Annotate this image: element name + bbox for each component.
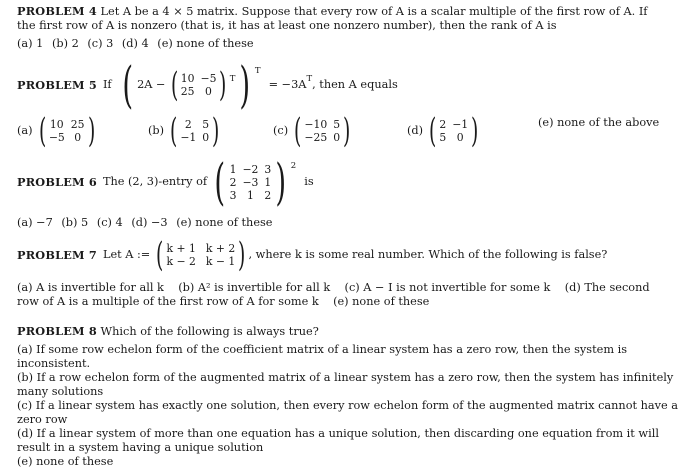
matrix-cell: −5 — [48, 131, 65, 144]
matrix-cell: 3 — [229, 188, 237, 202]
problem-4-options — [17, 37, 685, 51]
problem-6-option-d: (d) −3 — [131, 216, 168, 229]
problem-4-option-c: (c) 3 — [87, 37, 114, 50]
problem-5-heading: PROBLEM 5 — [17, 78, 97, 92]
matrix-cell: 0 — [205, 85, 212, 98]
option-d-matrix — [439, 118, 468, 144]
matrix-cell: 1 — [264, 175, 272, 189]
problem-8-option-b-1: (b) If a row echelon form of the augmented matrix of a linear system has a zero row, then the system has infinitely — [17, 371, 674, 384]
problem-6-text: The (2, 3)-entry of — [102, 175, 208, 188]
problem-6-option-c: (c) 4 — [96, 216, 123, 229]
inner-transpose: T — [229, 74, 236, 84]
left-paren: ( — [294, 111, 302, 151]
matrix-cell: 25 — [180, 85, 195, 98]
problem-7-options-line1: (a) A is invertible for all k (b) A² is invertible for all k (c) A − I is not invertible for some k (d) The second — [17, 281, 650, 294]
problem-6-option-a: (a) −7 — [17, 216, 53, 229]
problem-5-option-a — [17, 111, 98, 151]
matrix-cell: 0 — [74, 131, 82, 144]
problem-6-statement — [17, 153, 314, 211]
matrix-cell: −10 — [304, 118, 328, 131]
problem-8-heading: PROBLEM 8 — [17, 324, 97, 338]
problem-4-text-1: Let A be a 4 × 5 matrix. Suppose that every row of A is a scalar multiple of the first row of A. If — [100, 5, 648, 18]
problem-5-matrix — [181, 72, 217, 98]
matrix-cell: k − 2 — [166, 255, 196, 268]
matrix-cell: 5 — [439, 131, 447, 144]
problem-4-option-b: (b) 2 — [51, 37, 79, 50]
problem-8-question-line — [17, 324, 685, 339]
problem-7-matrix — [167, 242, 236, 268]
problem-8-option-d-1: (d) If a linear system of more than one equation has a unique solution, then discarding one equation from it will — [17, 427, 659, 440]
matrix-cell: 0 — [202, 131, 210, 144]
outer-transpose: T — [254, 66, 261, 76]
problem-4-text-2: the first row of A is nonzero (that is, it has at least one nonzero number), then the rank of A is — [17, 19, 557, 32]
option-label: (a) — [17, 124, 33, 137]
right-paren: ) — [87, 111, 95, 151]
problem-5-option-d — [407, 111, 481, 151]
matrix-cell: −1 — [452, 118, 469, 131]
problem-6-option-e: (e) none of these — [176, 216, 273, 229]
problem-4-option-a: (a) 1 — [17, 37, 44, 50]
problem-5-option-b — [148, 111, 222, 151]
problem-5-expr-prefix: 2A − — [137, 78, 166, 91]
option-label: (b) — [148, 124, 165, 137]
problem-6-heading: PROBLEM 6 — [17, 175, 97, 189]
matrix-cell: −2 — [242, 162, 259, 176]
problem-5-expr-suffix: = −3A — [268, 78, 307, 91]
problem-5-if: If — [102, 78, 112, 91]
matrix-cell: k + 2 — [205, 242, 236, 255]
matrix-cell: 10 — [49, 118, 64, 131]
problem-8-option-a: (a) If some row echelon form of the coefficient matrix of a linear system has a zero row, then the system is inconsistent. — [17, 343, 628, 370]
matrix-cell: 1 — [246, 188, 254, 202]
matrix-cell: 5 — [202, 118, 210, 131]
problem-4 — [17, 4, 685, 51]
matrix-cell: 10 — [180, 72, 195, 85]
option-b-matrix — [180, 118, 209, 144]
problem-5-option-e — [538, 116, 659, 130]
left-paren: ( — [170, 111, 178, 151]
problem-7-options-line2: row of A is a multiple of the first row of A for some k (e) none of these — [17, 295, 430, 308]
right-paren: ) — [275, 153, 287, 211]
matrix-cell: 2 — [264, 188, 272, 202]
problem-6-options — [17, 216, 685, 230]
matrix-cell: k − 1 — [205, 255, 236, 268]
left-paren: ( — [38, 111, 46, 151]
option-a-matrix — [49, 118, 85, 144]
matrix-cell: 3 — [264, 162, 272, 176]
right-paren: ) — [343, 111, 351, 151]
problem-4-option-d: (d) 4 — [121, 37, 149, 50]
problem-8-option-c-2: zero row — [17, 413, 68, 426]
matrix-cell: 0 — [333, 131, 341, 144]
matrix-cell: 2 — [229, 175, 237, 189]
matrix-cell: 2 — [439, 118, 447, 131]
left-paren: ( — [429, 111, 437, 151]
suffix-transpose: T — [306, 74, 313, 84]
inner-left-paren: ( — [170, 65, 178, 105]
problem-4-line1 — [17, 4, 685, 19]
matrix-cell: 25 — [70, 118, 85, 131]
problem-7-heading: PROBLEM 7 — [17, 248, 97, 262]
problem-4-heading: PROBLEM 4 — [17, 4, 97, 18]
right-paren: ) — [471, 111, 479, 151]
problem-7-statement — [17, 235, 608, 275]
problem-5-option-c — [273, 111, 353, 151]
matrix-cell: −5 — [200, 72, 217, 85]
matrix-cell: 2 — [184, 118, 192, 131]
problem-6-option-b: (b) 5 — [61, 216, 89, 229]
option-e-text: (e) none of the above — [538, 116, 660, 129]
problem-6-power: 2 — [290, 161, 297, 171]
problem-5-tail: , then A equals — [312, 78, 398, 91]
right-paren: ) — [238, 235, 246, 275]
problem-8-option-c-1: (c) If a linear system has exactly one solution, then every row echelon form of the augmented matrix cannot have a — [17, 399, 679, 412]
right-paren: ) — [212, 111, 220, 151]
problem-5-statement — [17, 56, 398, 114]
matrix-cell: −1 — [180, 131, 197, 144]
matrix-cell: 5 — [333, 118, 341, 131]
left-paren: ( — [214, 153, 226, 211]
problem-8-question: Which of the following is always true? — [100, 325, 319, 338]
left-paren: ( — [156, 235, 164, 275]
matrix-cell: −25 — [304, 131, 328, 144]
problem-7-options — [17, 281, 685, 309]
outer-left-paren: ( — [121, 56, 133, 114]
problem-8-option-d-2: result in a system having a unique solution — [17, 441, 264, 454]
option-label: (d) — [407, 124, 424, 137]
problem-8 — [17, 324, 685, 469]
option-label: (c) — [273, 124, 289, 137]
problem-8-option-b-2: many solutions — [17, 385, 104, 398]
matrix-cell: 0 — [456, 131, 464, 144]
matrix-cell: 1 — [229, 162, 237, 176]
problem-4-option-e: (e) none of these — [157, 37, 254, 50]
problem-7-tail: , where k is some real number. Which of the following is false? — [248, 248, 608, 261]
problem-7-let: Let A := — [102, 248, 151, 261]
matrix-cell: −3 — [242, 175, 259, 189]
problem-8-option-e: (e) none of these — [17, 455, 114, 468]
problem-6-is: is — [304, 175, 314, 188]
problem-6-matrix — [230, 163, 272, 202]
outer-right-paren: ) — [239, 56, 251, 114]
matrix-cell: k + 1 — [166, 242, 196, 255]
option-c-matrix — [304, 118, 340, 144]
inner-right-paren: ) — [219, 65, 227, 105]
